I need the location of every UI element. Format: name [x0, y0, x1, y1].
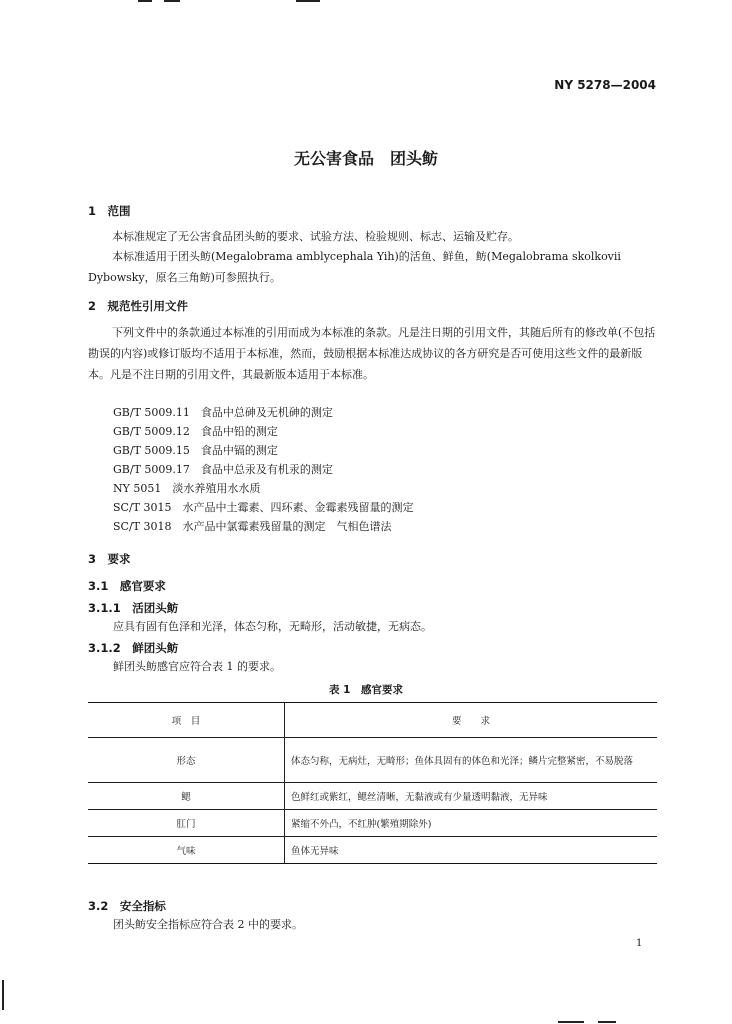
section-3-1-1-text: 应具有固有色泽和光泽，体态匀称，无畸形，活动敏捷，无病态。 [113, 620, 432, 633]
reference-item: GB/T 5009.17 食品中总汞及有机汞的测定 [113, 463, 333, 476]
section-3-1-heading: 3.1 感官要求 [88, 579, 166, 593]
section-2-heading: 2 规范性引用文件 [88, 299, 189, 313]
table-cell-requirement: 鱼体无异味 [285, 837, 658, 864]
table-header-row [88, 703, 657, 738]
table-row [88, 810, 657, 837]
scan-mark [138, 0, 152, 2]
section-3-1-2-heading: 3.1.2 鲜团头鲂 [88, 641, 179, 655]
section-1-para-2: 本标准适用于团头鲂(Megalobrama amblycephala Yih)的活鱼、鲜鱼，鲂(Megalobrama skolkovii Dybowsky，原名三角鲂)可参照执行。 [88, 250, 621, 284]
scan-mark [296, 0, 320, 2]
section-3-heading: 3 要求 [88, 552, 131, 566]
scan-mark [2, 980, 4, 1010]
section-3-1-1-heading: 3.1.1 活团头鲂 [88, 601, 179, 615]
page-title: 无公害食品 团头鲂 [293, 149, 438, 168]
table-cell-item: 形态 [88, 738, 285, 783]
standard-number: NY 5278—2004 [554, 78, 656, 92]
section-3-1-2-text: 鲜团头鲂感官应符合表 1 的要求。 [113, 660, 281, 673]
reference-item: SC/T 3015 水产品中土霉素、四环素、金霉素残留量的测定 [113, 501, 414, 514]
table-header-cell: 要 求 [285, 703, 658, 738]
table-cell-item: 气味 [88, 837, 285, 864]
table-cell-requirement: 色鲜红或紫红，鳃丝清晰，无黏液或有少量透明黏液，无异味 [285, 783, 658, 810]
table-row [88, 837, 657, 864]
sensory-table [88, 702, 657, 864]
scan-mark [164, 0, 180, 2]
section-3-2-text: 团头鲂安全指标应符合表 2 中的要求。 [113, 918, 303, 931]
reference-item: SC/T 3018 水产品中氯霉素残留量的测定 气相色谱法 [113, 520, 392, 533]
reference-item: GB/T 5009.15 食品中镉的测定 [113, 444, 278, 457]
section-1-heading: 1 范围 [88, 204, 131, 218]
reference-item: GB/T 5009.11 食品中总砷及无机砷的测定 [113, 406, 333, 419]
table-cell-requirement: 紧缩不外凸，不红肿(繁殖期除外) [285, 810, 658, 837]
table-caption: 表 1 感官要求 [329, 684, 403, 696]
page-number: 1 [636, 938, 643, 949]
reference-item: NY 5051 淡水养殖用水水质 [113, 482, 261, 495]
table-cell-item: 鳃 [88, 783, 285, 810]
section-2-para-1: 下列文件中的条款通过本标准的引用而成为本标准的条款。凡是注日期的引用文件，其随后所有的修改单(不包括勘误的内容)或修订版均不适用于本标准，然而，鼓励根据本标准达成协议的各方研究是否可使用这些文件的最新版本。凡是不注日期的引用文件，其最新版本适用于本标准。 [88, 326, 656, 381]
section-3-2-heading: 3.2 安全指标 [88, 899, 166, 913]
scan-mark [558, 1021, 584, 1023]
table-row [88, 783, 657, 810]
scan-mark [598, 1021, 616, 1023]
reference-item: GB/T 5009.12 食品中铅的测定 [113, 425, 278, 438]
section-1-para-1: 本标准规定了无公害食品团头鲂的要求、试验方法、检验规则、标志、运输及贮存。 [112, 230, 519, 243]
table-row [88, 738, 657, 783]
table-header-cell: 项 目 [88, 703, 285, 738]
table-cell-requirement: 体态匀称，无病灶，无畸形；鱼体具固有的体色和光泽；鳞片完整紧密，不易脱落 [285, 738, 658, 783]
table-cell-item: 肛门 [88, 810, 285, 837]
